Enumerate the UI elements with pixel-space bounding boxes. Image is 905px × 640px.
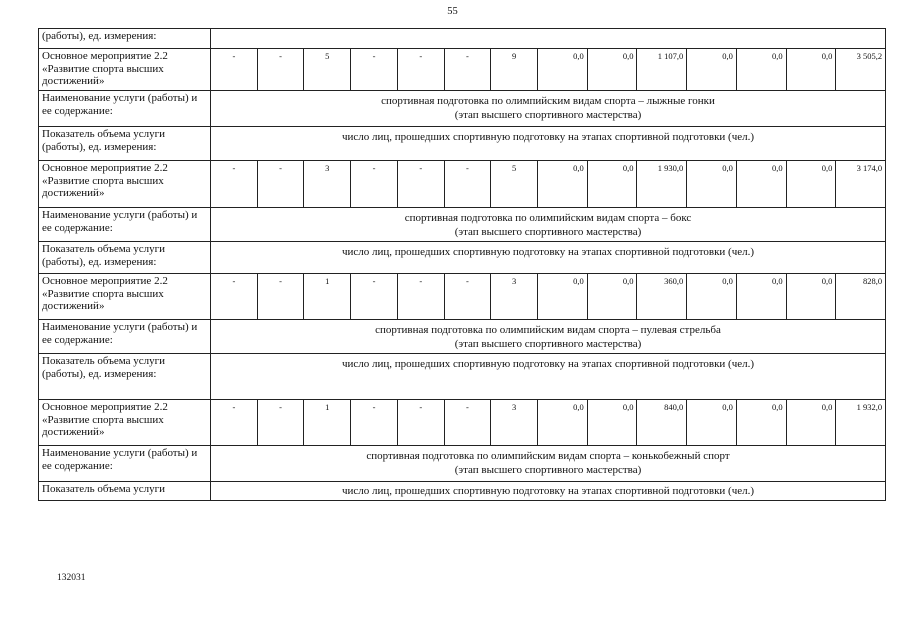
footer-code: 132031: [57, 573, 86, 583]
value-cell: 0,0: [737, 49, 787, 90]
value-cell: 1 107,0: [637, 49, 687, 90]
value-cell: 1: [304, 274, 351, 319]
indicator-text: число лиц, прошедших спортивную подготовку на этапах спортивной подготовки (чел.): [341, 485, 755, 497]
measure-label: Основное мероприятие 2.2 «Развитие спорта высших достижений»: [39, 400, 211, 445]
service-row: [38, 446, 886, 482]
service-stage: (этап высшего спортивного мастерства): [454, 464, 642, 476]
value-cell: 0,0: [737, 400, 787, 445]
measure-values: [211, 161, 885, 207]
measure-row: [38, 49, 886, 91]
value-cell: 0,0: [538, 274, 588, 319]
indicator-row: [38, 354, 886, 400]
indicator-label: Показатель объема услуги (работы), ед. измерения:: [39, 127, 211, 160]
page-number: 55: [447, 6, 458, 17]
service-label: Наименование услуги (работы) и ее содержание:: [39, 320, 211, 353]
service-description: [211, 208, 885, 241]
measure-values: [211, 274, 885, 319]
value-cell: 0,0: [787, 274, 837, 319]
indicator-label: Показатель объема услуги: [39, 482, 211, 500]
services-table: [38, 28, 886, 501]
value-cell: 5: [491, 161, 538, 207]
measure-row: [38, 400, 886, 446]
value-cell: 0,0: [538, 161, 588, 207]
value-cell: 840,0: [637, 400, 687, 445]
value-cell: 828,0: [862, 276, 883, 286]
indicator-label: Показатель объема услуги (работы), ед. измерения:: [39, 242, 211, 273]
value-cell: 3 174,0: [856, 163, 883, 173]
value-cell: -: [398, 400, 445, 445]
value-cell: -: [351, 274, 398, 319]
value-cell: 0,0: [787, 49, 837, 90]
value-cell: -: [398, 274, 445, 319]
value-cell: 0,0: [737, 161, 787, 207]
value-cell: -: [351, 400, 398, 445]
indicator-text: число лиц, прошедших спортивную подготовку на этапах спортивной подготовки (чел.): [341, 358, 755, 370]
value-cell: 3: [491, 400, 538, 445]
value-cell: 0,0: [687, 161, 737, 207]
value-cell: 0,0: [588, 161, 638, 207]
value-cell: -: [398, 49, 445, 90]
measure-values: [211, 400, 885, 445]
value-cell: -: [351, 161, 398, 207]
service-description: [211, 91, 885, 126]
header-row: [38, 28, 886, 49]
value-cell: 0,0: [538, 400, 588, 445]
value-cell: 1 932,0: [856, 402, 883, 412]
value-cell: 5: [304, 49, 351, 90]
indicator-text: число лиц, прошедших спортивную подготовку на этапах спортивной подготовки (чел.): [341, 246, 755, 258]
value-cell: 0,0: [588, 274, 638, 319]
value-cell: 0,0: [687, 274, 737, 319]
service-label: Наименование услуги (работы) и ее содержание:: [39, 446, 211, 481]
measure-row: [38, 161, 886, 208]
value-cell: 0,0: [588, 400, 638, 445]
service-row: [38, 208, 886, 242]
value-cell: -: [258, 274, 305, 319]
service-stage: (этап высшего спортивного мастерства): [454, 338, 642, 350]
value-cell: -: [258, 400, 305, 445]
value-cell: -: [351, 49, 398, 90]
value-cell: 0,0: [787, 161, 837, 207]
indicator-row: [38, 127, 886, 161]
service-row: [38, 320, 886, 354]
value-cell: -: [445, 400, 492, 445]
value-cell: 9: [491, 49, 538, 90]
service-name: спортивная подготовка по олимпийским видам спорта – бокс: [404, 212, 692, 224]
service-description: [211, 320, 885, 353]
indicator-row: [38, 242, 886, 274]
value-cell: 360,0: [637, 274, 687, 319]
service-stage: (этап высшего спортивного мастерства): [454, 226, 642, 238]
value-cell: -: [211, 274, 258, 319]
measure-label: Основное мероприятие 2.2 «Развитие спорта высших достижений»: [39, 161, 211, 207]
service-row: [38, 91, 886, 127]
empty-cell: [211, 29, 885, 48]
measure-label: Основное мероприятие 2.2 «Развитие спорта высших достижений»: [39, 274, 211, 319]
value-cell: -: [211, 49, 258, 90]
measure-label: Основное мероприятие 2.2 «Развитие спорта высших достижений»: [39, 49, 211, 90]
value-cell: 0,0: [687, 400, 737, 445]
service-stage: (этап высшего спортивного мастерства): [454, 109, 642, 121]
value-cell: 0,0: [538, 49, 588, 90]
value-cell: -: [258, 161, 305, 207]
measure-row: [38, 274, 886, 320]
indicator-text: число лиц, прошедших спортивную подготовку на этапах спортивной подготовки (чел.): [341, 131, 755, 143]
service-description: [211, 446, 885, 481]
value-cell: 0,0: [588, 49, 638, 90]
value-cell: 1 930,0: [637, 161, 687, 207]
service-label: Наименование услуги (работы) и ее содержание:: [39, 91, 211, 126]
measure-values: [211, 49, 885, 90]
row-label: (работы), ед. измерения:: [39, 29, 211, 48]
value-cell: -: [445, 49, 492, 90]
value-cell: 3 505,2: [856, 51, 883, 61]
value-cell: 3: [491, 274, 538, 319]
indicator-row: [38, 482, 886, 501]
value-cell: 1: [304, 400, 351, 445]
value-cell: 0,0: [687, 49, 737, 90]
value-cell: -: [445, 274, 492, 319]
service-name: спортивная подготовка по олимпийским видам спорта – лыжные гонки: [381, 95, 715, 107]
value-cell: -: [398, 161, 445, 207]
value-cell: -: [211, 400, 258, 445]
service-name: спортивная подготовка по олимпийским видам спорта – пулевая стрельба: [375, 324, 721, 336]
value-cell: -: [258, 49, 305, 90]
value-cell: 0,0: [737, 274, 787, 319]
value-cell: -: [211, 161, 258, 207]
service-name: спортивная подготовка по олимпийским видам спорта – конькобежный спорт: [366, 450, 730, 462]
value-cell: 3: [304, 161, 351, 207]
service-label: Наименование услуги (работы) и ее содержание:: [39, 208, 211, 241]
value-cell: -: [445, 161, 492, 207]
value-cell: 0,0: [787, 400, 837, 445]
indicator-label: Показатель объема услуги (работы), ед. измерения:: [39, 354, 211, 399]
